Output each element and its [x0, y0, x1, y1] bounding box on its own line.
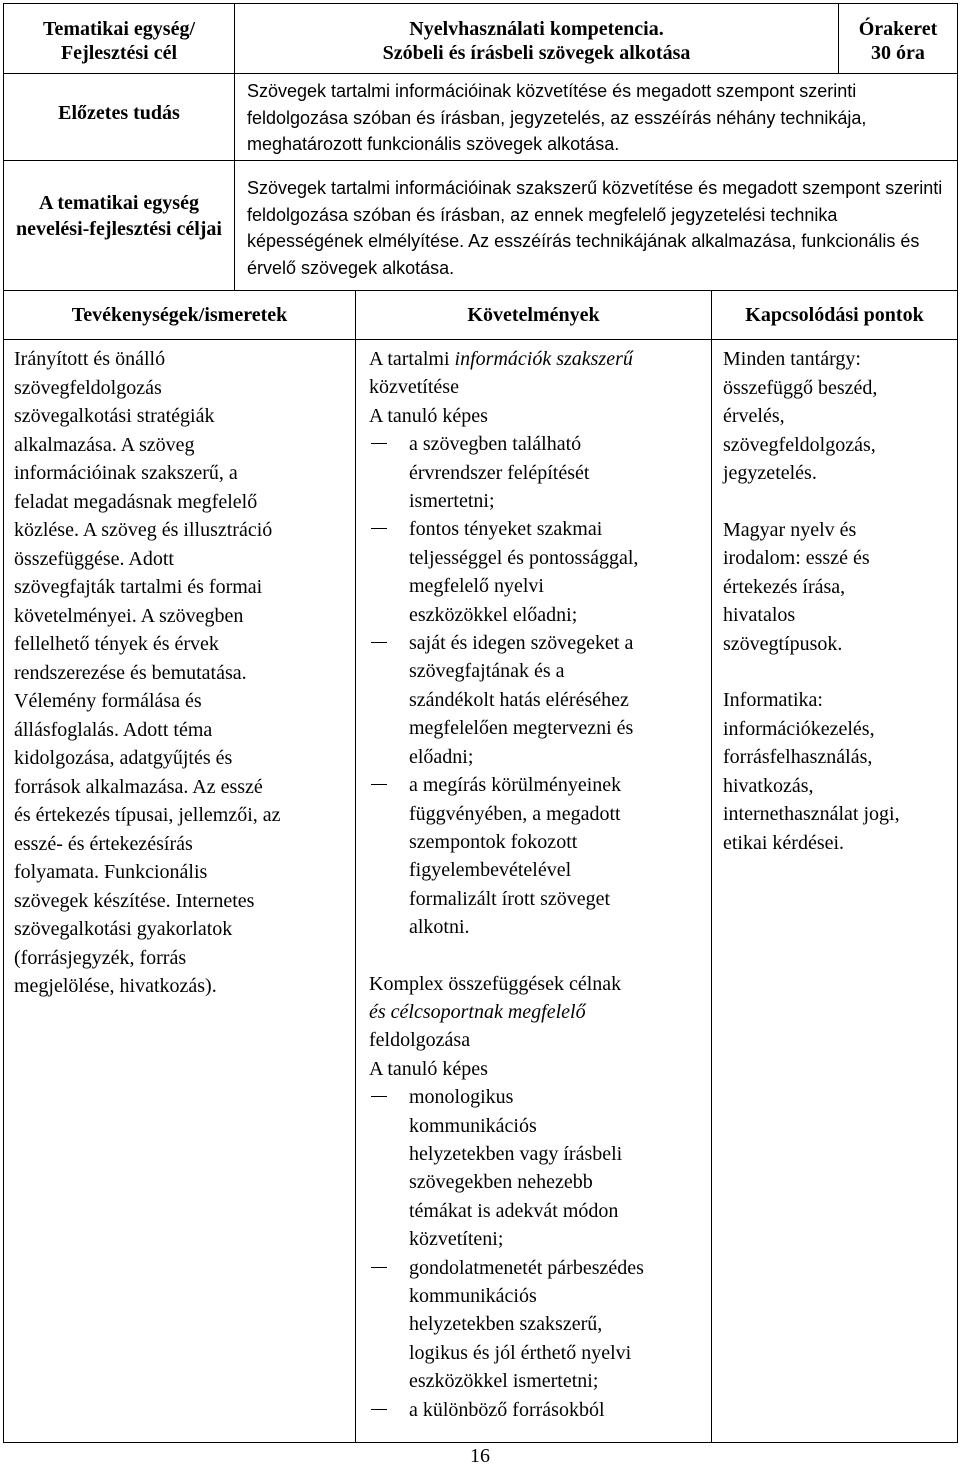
requirement-item: fontos tényeket szakmai teljességgel és pontossággal, megfelelő nyelvi eszközökkel előadni;	[369, 515, 709, 629]
prior-knowledge-text: Szövegek tartalmi információinak közvetítése és megadott szempont szerinti feldolgozása szóban és írásban, jegyzetelés, az esszéírás néhány technikája, meghatározott funkcionális szövegek alkotása.	[247, 81, 867, 154]
activities-line: esszé- és értekezésírás	[14, 832, 193, 855]
activities-line: feladat megadásnak megfelelő	[14, 490, 258, 513]
activities-line: Vélemény formálása és	[14, 690, 202, 712]
requirements-block-1	[369, 345, 709, 942]
connection-informatics: Informatika: információkezelés, forrásfelhasználás, hivatkozás, internethasználat jogi, etikai kérdései.	[723, 689, 900, 854]
requirement-item: a különböző forrásokból	[369, 1396, 709, 1424]
activities-line: alkalmazása. A szöveg	[14, 433, 195, 456]
activities-line: állásfoglalás. Adott téma	[14, 718, 213, 741]
requirements-text	[369, 345, 709, 1424]
requirement-item: gondolatmenetét párbeszédes kommunikációs helyzetekben szakszerű, logikus és jól érthető nyelvi eszközökkel ismertetni;	[369, 1254, 709, 1396]
connections-text	[723, 345, 955, 857]
requirement-intro: A tanuló képes	[369, 1057, 488, 1080]
hours-cell	[839, 17, 957, 65]
requirement-heading-cont: közvetítése	[369, 376, 459, 399]
requirement-item: a megírás körülményeinek függvényében, a megadott szempontok fokozott figyelembevételével formalizált írott szöveget alkotni.	[369, 771, 709, 941]
requirement-heading-cont: és célcsoportnak megfelelő	[369, 1000, 586, 1023]
topic-title-1: Nyelvhasználati kompetencia.	[409, 18, 664, 40]
activities-line: információinak szakszerű, a	[14, 462, 238, 484]
activities-line: megjelölése, hivatkozás).	[14, 975, 217, 997]
activities-line: rendszerezése és bemutatása.	[14, 661, 247, 684]
activities-line: szövegfeldolgozás	[14, 376, 162, 399]
column-header-activities: Tevékenységek/ismeretek	[71, 304, 288, 326]
header-label-cell	[4, 17, 234, 65]
hours-label: Órakeret	[858, 18, 938, 40]
activities-line: és értekezés típusai, jellemzői, az	[14, 804, 281, 826]
activities-line: közlése. A szöveg és illusztráció	[14, 519, 273, 541]
requirement-list	[369, 430, 709, 941]
connection-literature: Magyar nyelv és irodalom: esszé és értekezés írása, hivatalos szövegtípusok.	[723, 518, 870, 655]
activities-line: összefüggése. Adott	[14, 547, 174, 570]
requirement-item: a szövegben található érvrendszer felépítését ismertetni;	[369, 430, 709, 515]
page-number: 16	[470, 1445, 490, 1467]
prior-knowledge-label: Előzetes tudás	[58, 102, 180, 124]
requirement-list	[369, 1083, 709, 1424]
activities-line: szövegalkotási gyakorlatok	[14, 918, 233, 940]
requirement-heading: A tartalmi információk szakszerű	[369, 348, 633, 370]
activities-line: források alkalmazása. Az esszé	[14, 775, 263, 798]
header-topic-cell	[235, 17, 838, 65]
activities-line: szövegfajták tartalmi és formai	[14, 576, 263, 598]
requirement-heading: Komplex összefüggések célnak	[369, 972, 622, 995]
connection-general: Minden tantárgy: összefüggő beszéd, érvelés, szövegfeldolgozás, jegyzetelés.	[723, 348, 878, 484]
requirement-intro: A tanuló képes	[369, 404, 488, 427]
activities-line: szövegek készítése. Internetes	[14, 889, 255, 912]
requirement-heading-cont: feldolgozása	[369, 1029, 471, 1052]
column-header-connections: Kapcsolódási pontok	[745, 304, 924, 326]
activities-line: folyamata. Funkcionális	[14, 861, 208, 883]
column-header-requirements: Követelmények	[467, 304, 600, 326]
activities-text	[14, 345, 354, 1001]
activities-line: követelményei. A szövegben	[14, 604, 244, 627]
activities-line: szövegalkotási stratégiák	[14, 405, 215, 427]
header-left-title-2: Fejlesztési cél	[60, 42, 178, 64]
activities-line: kidolgozása, adatgyűjtés és	[14, 747, 233, 769]
goals-text: Szövegek tartalmi információinak szakszerű közvetítése és megadott szempont szerinti feldolgozása szóban és írásban, az ennek megfelelő jegyzetelési technika képességének elmélyítése. Az esszéírás technikájának alkalmazása, funkcionális és érvelő szövegek alkotása.	[247, 178, 943, 278]
hours-value: 30 óra	[871, 42, 925, 64]
activities-line: (forrásjegyzék, forrás	[14, 946, 187, 969]
topic-title-2: Szóbeli és írásbeli szövegek alkotása	[382, 42, 691, 64]
activities-line: Irányított és önálló	[14, 348, 166, 370]
activities-line: fellelhető tények és érvek	[14, 633, 219, 655]
requirement-item: saját és idegen szövegeket a szövegfajtának és a szándékolt hatás eléréséhez megfelelően megtervezni és előadni;	[369, 629, 709, 771]
header-left-title-1: Tematikai egység/	[42, 18, 196, 40]
requirements-block-2	[369, 970, 709, 1425]
goals-label: A tematikai egység nevelési-fejlesztési céljai	[15, 192, 222, 240]
requirement-item: monologikus kommunikációs helyzetekben vagy írásbeli szövegekben nehezebb témákat is adekvát módon közvetíteni;	[369, 1083, 709, 1253]
